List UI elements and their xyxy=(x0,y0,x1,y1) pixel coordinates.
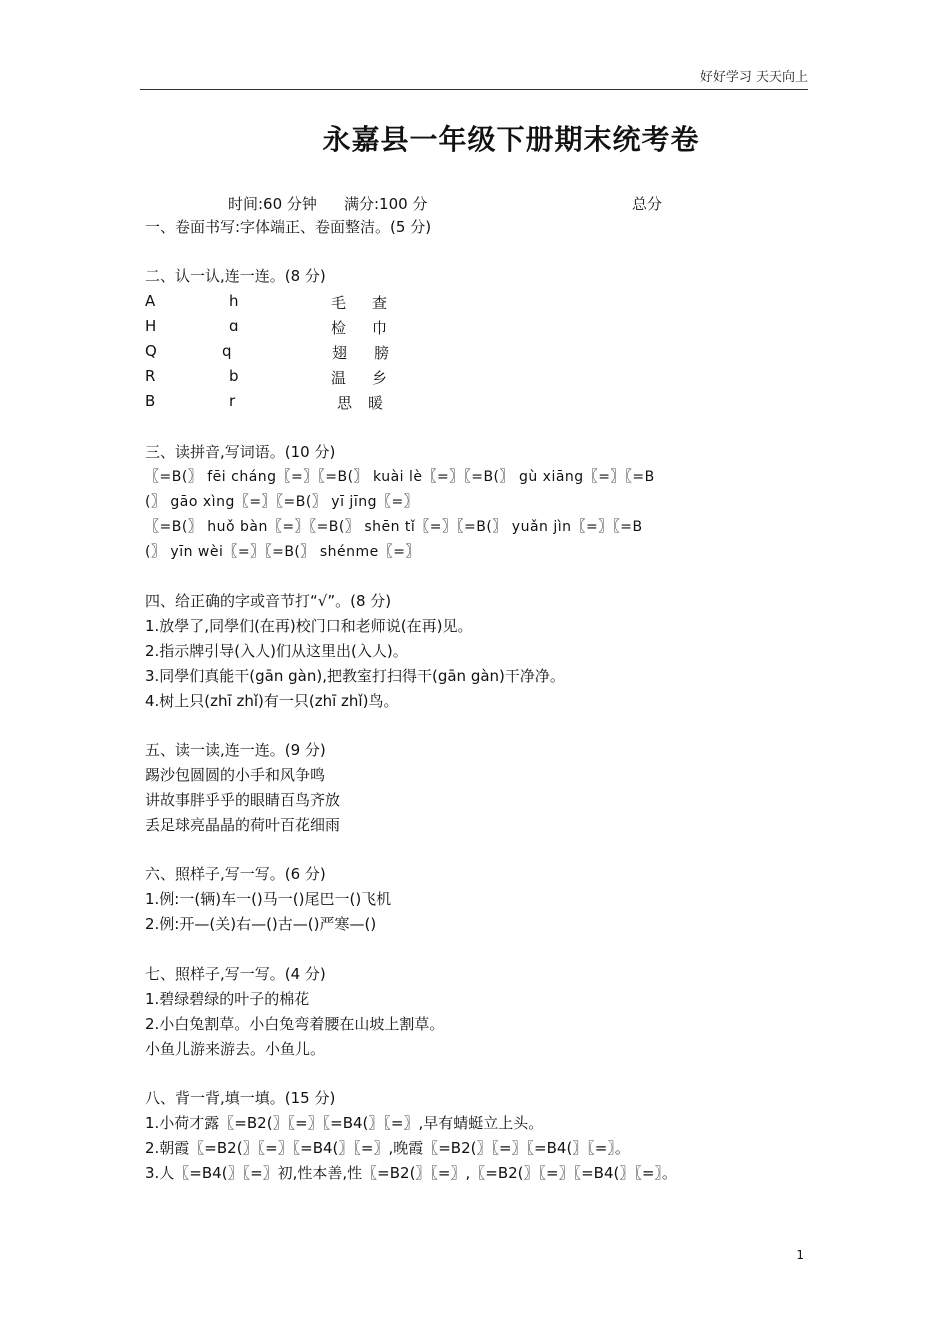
section-1-heading: 一、卷面书写:字体端正、卷面整洁。(5 分) xyxy=(145,218,432,236)
match-char-left-5: 思 xyxy=(337,394,353,412)
section-4-heading: 四、给正确的字或音节打“√”。(8 分) xyxy=(145,592,392,610)
question-item: 讲故事胖乎乎的眼睛百鸟齐放 xyxy=(145,791,341,809)
page-number: 1 xyxy=(796,1248,804,1262)
exam-total-score: 总分 xyxy=(632,195,663,213)
match-lower-2: ɑ xyxy=(229,317,239,335)
match-letter-4: R xyxy=(145,367,156,385)
section-7-heading: 七、照样子,写一写。(4 分) xyxy=(145,965,326,983)
match-char-right-4: 乡 xyxy=(372,369,388,387)
question-item: 1.小荷才露〖=B2(〗〖=〗〖=B4(〗〖=〗,早有蜻蜓立上头。 xyxy=(145,1114,544,1132)
match-char-left-4: 温 xyxy=(331,369,347,387)
question-item: 4.树上只(zhī zhǐ)有一只(zhī zhǐ)鸟。 xyxy=(145,692,399,710)
exam-full-score: 满分:100 分 xyxy=(344,195,428,213)
page-title: 永嘉县一年级下册期末统考卷 xyxy=(322,123,700,156)
match-char-left-3: 翅 xyxy=(332,344,348,362)
question-item: 1.碧绿碧绿的叶子的棉花 xyxy=(145,990,310,1008)
question-item: 3.人〖=B4(〗〖=〗初,性本善,性〖=B2(〗〖=〗,〖=B2(〗〖=〗〖=B4(〗〖=〗。 xyxy=(145,1164,677,1182)
header-rule xyxy=(140,89,808,90)
question-item: 2.指示牌引导(入人)们从这里出(入人)。 xyxy=(145,642,408,660)
section-8-heading: 八、背一背,填一填。(15 分) xyxy=(145,1089,336,1107)
section-2-heading: 二、认一认,连一连。(8 分) xyxy=(145,267,326,285)
match-lower-1: h xyxy=(229,292,239,310)
question-item: 2.小白兔割草。小白兔弯着腰在山坡上割草。 xyxy=(145,1015,445,1033)
match-lower-3: q xyxy=(222,342,232,360)
match-letter-3: Q xyxy=(145,342,157,360)
match-lower-4: b xyxy=(229,367,239,385)
question-item: 1.例:一(辆)车一()马一()尾巴一()飞机 xyxy=(145,890,392,908)
question-item: 1.放學了,同學们(在再)校门口和老师说(在再)见。 xyxy=(145,617,473,635)
question-item: 踢沙包圆圆的小手和风争鸣 xyxy=(145,766,326,784)
question-item: 2.例:开—(关)右—()古—()严寒—() xyxy=(145,915,377,933)
section-5-heading: 五、读一读,连一连。(9 分) xyxy=(145,741,326,759)
question-item: 丢足球亮晶晶的荷叶百花细雨 xyxy=(145,816,341,834)
pinyin-line: (〗 yīn wèi〖=〗〖=B(〗 shénme〖=〗 xyxy=(145,544,420,560)
match-char-right-1: 查 xyxy=(372,294,388,312)
section-3-heading: 三、读拼音,写词语。(10 分) xyxy=(145,443,336,461)
pinyin-line: 〖=B(〗 huǒ bàn〖=〗〖=B(〗 shēn tǐ〖=〗〖=B(〗 yuǎn jìn〖=〗〖=B xyxy=(145,519,643,535)
pinyin-line: (〗 gāo xìng〖=〗〖=B(〗 yī jīng〖=〗 xyxy=(145,494,419,510)
question-item: 2.朝霞〖=B2(〗〖=〗〖=B4(〗〖=〗,晚霞〖=B2(〗〖=〗〖=B4(〗〖=〗。 xyxy=(145,1139,630,1157)
section-6-heading: 六、照样子,写一写。(6 分) xyxy=(145,865,326,883)
match-char-left-2: 检 xyxy=(331,319,347,337)
match-char-right-5: 暖 xyxy=(368,394,384,412)
match-char-right-2: 巾 xyxy=(372,319,388,337)
pinyin-line: 〖=B(〗 fēi cháng〖=〗〖=B(〗 kuài lè〖=〗〖=B(〗 gù xiāng〖=〗〖=B xyxy=(145,469,655,485)
header-motto: 好好学习 天天向上 xyxy=(699,70,808,85)
exam-time: 时间:60 分钟 xyxy=(228,195,317,213)
match-char-left-1: 毛 xyxy=(331,294,347,312)
match-lower-5: r xyxy=(229,392,236,410)
question-item: 3.同學们真能干(gān gàn),把教室打扫得干(gān gàn)干净净。 xyxy=(145,667,565,685)
match-char-right-3: 膀 xyxy=(374,344,390,362)
match-letter-5: B xyxy=(145,392,156,410)
question-item: 小鱼儿游来游去。小鱼儿。 xyxy=(145,1040,326,1058)
match-letter-1: A xyxy=(145,292,156,310)
match-letter-2: H xyxy=(145,317,157,335)
